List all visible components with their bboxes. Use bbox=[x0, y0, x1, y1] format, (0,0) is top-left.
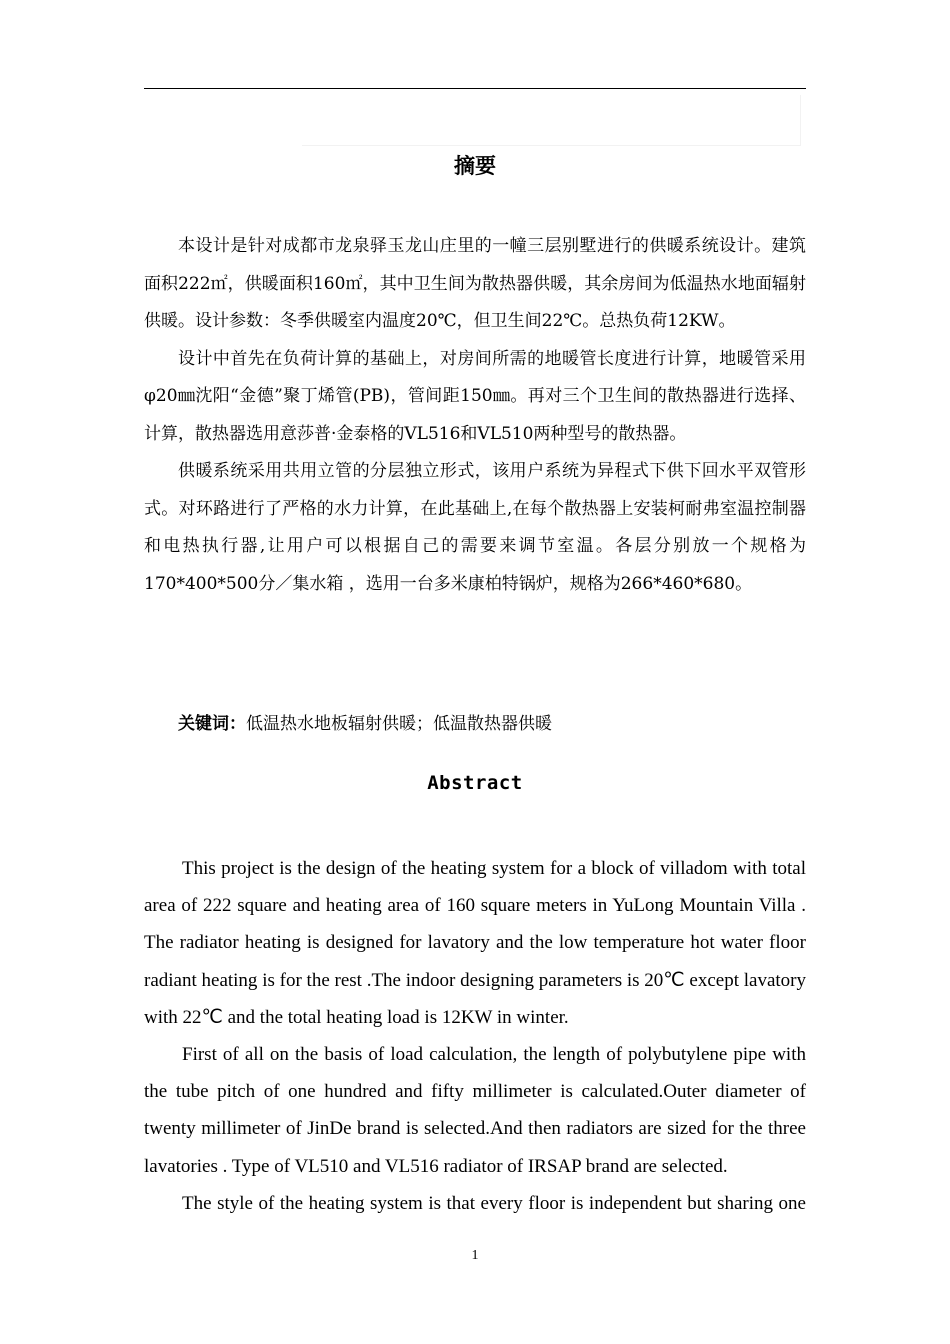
abstract-title-cn: 摘要 bbox=[454, 154, 496, 178]
cn-paragraph: 本设计是针对成都市龙泉驿玉龙山庄里的一幢三层别墅进行的供暖系统设计。建筑面积222㎡，供暖面积160㎡，其中卫生间为散热器供暖，其余房间为低温热水地面辐射供暖。设计参数：冬季供暖室内温度20℃，但卫生间22℃。总热负荷12KW。 bbox=[144, 236, 806, 331]
en-paragraph: This project is the design of the heating system for a block of villadom with total area of 222 square and heating area of 160 square meters in YuLong Mountain Villa . The radiator heating is designed for lavatory and the low temperature hot water floor radiant heating is for the rest .The indoor designing parameters is 20℃ except lavatory with 22℃ and the total heating load is 12KW in winter. bbox=[144, 858, 806, 1028]
en-paragraph: First of all on the basis of load calculation, the length of polybutylene pipe with the tube pitch of one hundred and fifty millimeter is calculated.Outer diameter of twenty millimeter of JinDe brand is selected.And then radiators are sized for the three lavatories . Type of VL510 and VL516 radiator of IRSAP brand are selected. bbox=[144, 1044, 806, 1177]
header-rule bbox=[144, 88, 806, 89]
en-paragraph: The style of the heating system is that every floor is independent but sharing one bbox=[182, 1192, 806, 1214]
page-number: 1 bbox=[471, 1248, 479, 1263]
abstract-body-en bbox=[144, 850, 806, 1222]
abstract-title-en: Abstract bbox=[427, 772, 523, 794]
keywords-text: 低温热水地板辐射供暖；低温散热器供暖 bbox=[246, 714, 552, 734]
cn-paragraph: 供暖系统采用共用立管的分层独立形式，该用户系统为异程式下供下回水平双管形式。对环路进行了严格的水力计算，在此基础上,在每个散热器上安装柯耐弗室温控制器和电热执行器,让用户可以根据自己的需要来调节室温。各层分别放一个规格为170*400*500分／集水箱 ，选用一台多米康柏特锅炉，规格为266*460*680。 bbox=[144, 461, 806, 594]
keywords-line bbox=[178, 706, 806, 743]
keywords-label: 关键词： bbox=[178, 714, 246, 734]
faint-frame bbox=[302, 95, 801, 146]
abstract-body-cn bbox=[144, 228, 806, 603]
cn-paragraph: 设计中首先在负荷计算的基础上，对房间所需的地暖管长度进行计算，地暖管采用φ20㎜沈阳“金德”聚丁烯管(PB)，管间距150㎜。再对三个卫生间的散热器进行选择、计算，散热器选用意莎普·金泰格的VL516和VL510两种型号的散热器。 bbox=[144, 348, 806, 444]
